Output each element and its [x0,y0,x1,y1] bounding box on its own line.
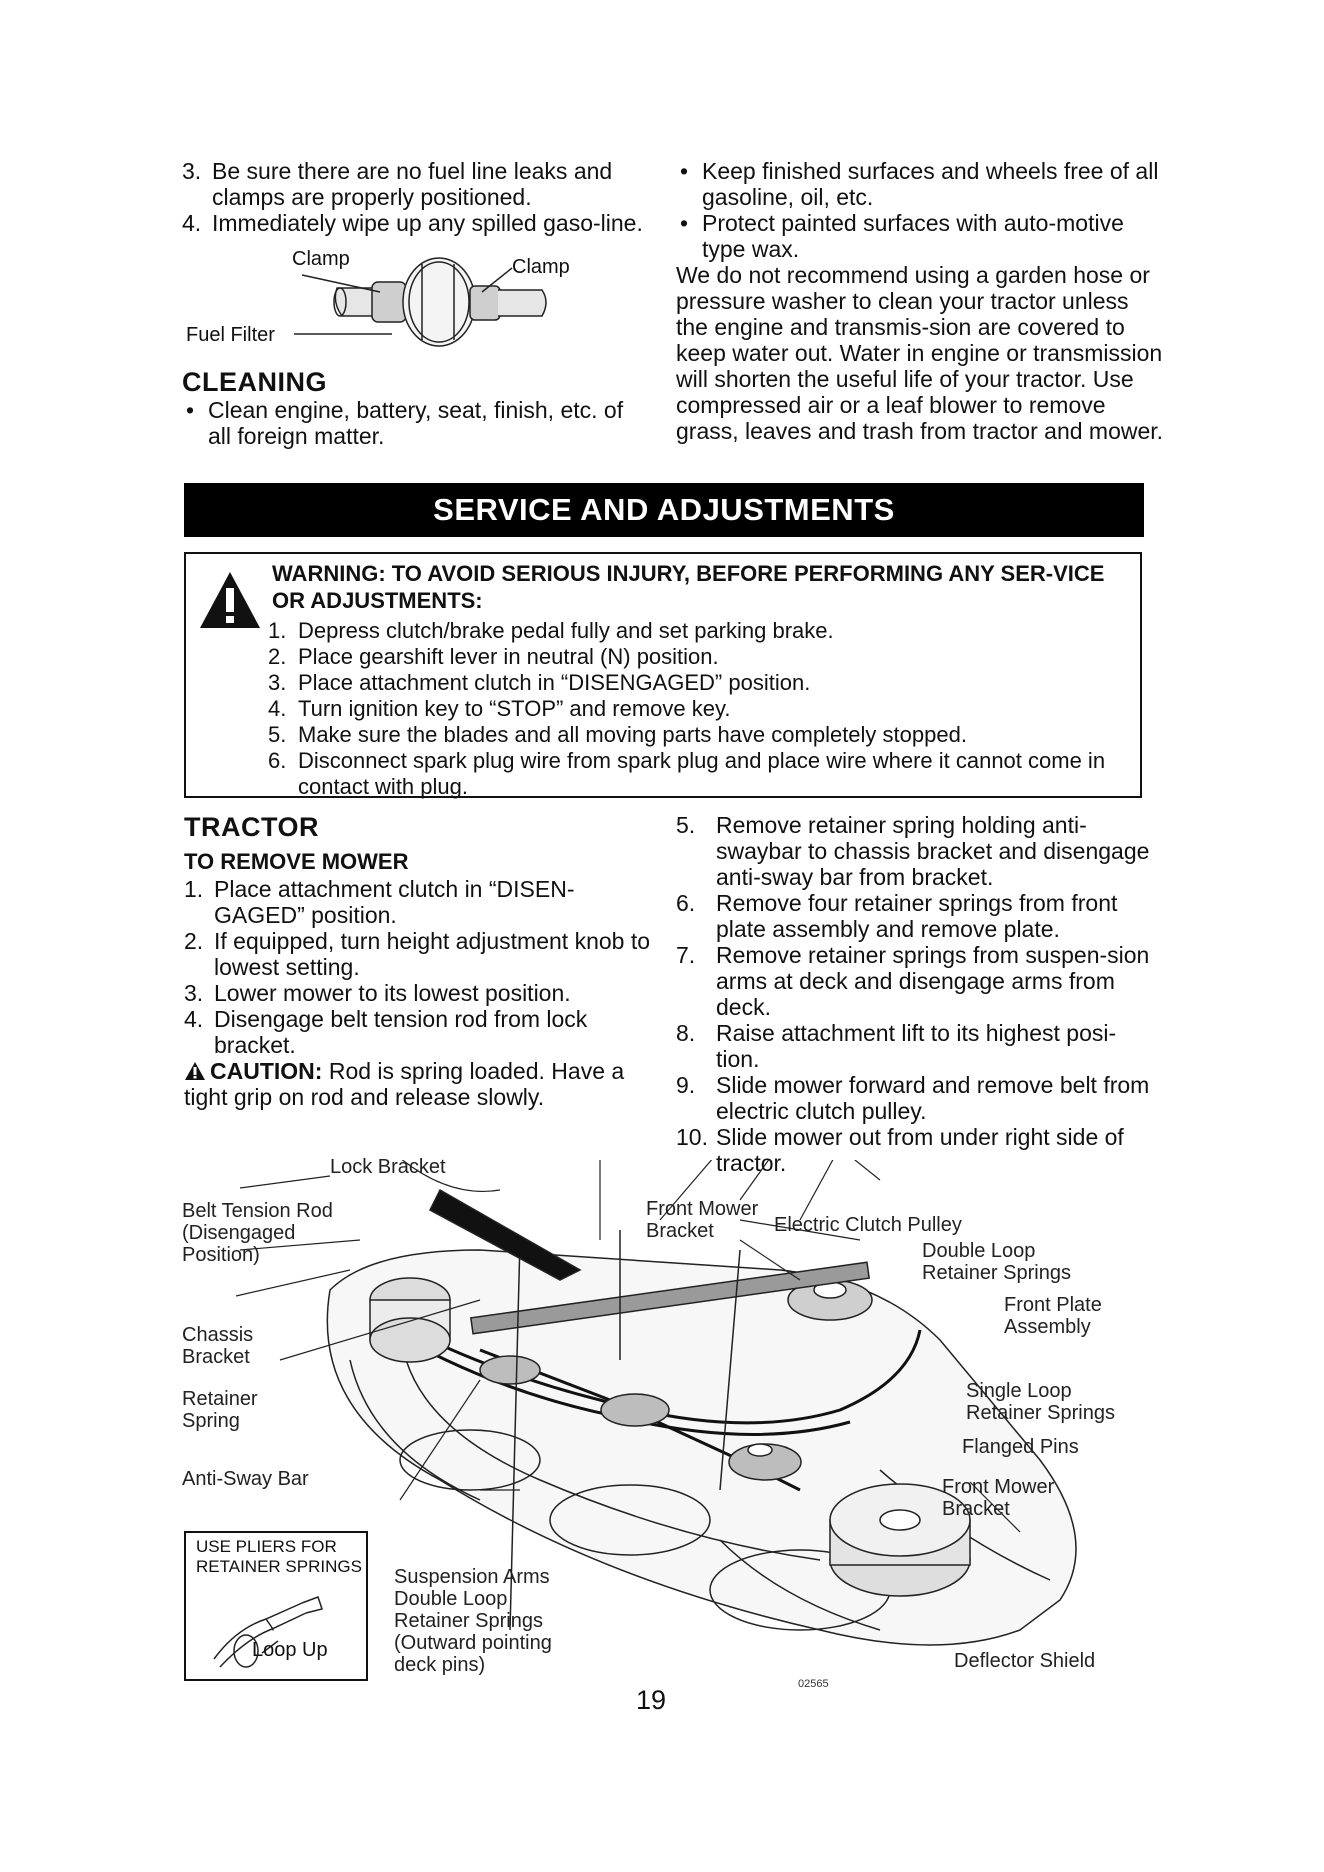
single-loop-label: Single Loop [966,1380,1072,1402]
warning-title: WARNING: TO AVOID SERIOUS INJURY, BEFORE PERFORMING ANY SER-VICE OR ADJUSTMENTS: [272,561,1105,613]
front-mower-bracket-label: Front Mower [942,1476,1055,1498]
warning-box [184,552,1142,798]
list-item: • Clean engine, battery, seat, finish, etc. of all foreign matter. [186,397,624,449]
care-bullets [676,158,1166,262]
suspension-arms-label: Double Loop [394,1588,508,1610]
warning-triangle-icon [198,570,262,630]
remove-mower-heading: TO REMOVE MOWER [184,849,409,874]
list-item: 9. Slide mower forward and remove belt from electric clutch pulley. [676,1072,1150,1124]
fuel-steps-column [182,158,652,449]
pliers-inset [184,1531,368,1681]
cleaning-heading: CLEANING [182,367,327,397]
front-mower-bracket-label: Bracket [646,1220,714,1242]
list-item: • Keep finished surfaces and wheels free of all gasoline, oil, etc. [680,158,1159,210]
suspension-arms-label: Suspension Arms [394,1566,550,1588]
list-item: 4. Turn ignition key to “STOP” and remove key. [268,696,731,721]
suspension-arms-label: (Outward pointing [394,1632,552,1654]
caution-label: CAUTION: [210,1058,323,1084]
front-plate-label: Front Plate [1004,1294,1102,1316]
cleaning-bullets [182,397,652,449]
deflector-shield-label: Deflector Shield [954,1650,1096,1672]
list-item: 4. Immediately wipe up any spilled gaso-line. [182,210,643,236]
chassis-label: Chassis [182,1324,254,1346]
list-item: 5. Make sure the blades and all moving parts have completely stopped. [268,722,967,747]
list-item: 7. Remove retainer springs from suspen-sion arms at deck and disengage arms from deck. [676,942,1150,1020]
list-item: 3. Place attachment clutch in “DISENGAGED” position. [268,670,811,695]
pliers-title: USE PLIERS FOR [196,1537,337,1556]
list-item: • Protect painted surfaces with auto-motive type wax. [680,210,1124,262]
caution-triangle-icon [184,1061,206,1081]
anti-sway-bar-label: Anti-Sway Bar [182,1468,309,1490]
electric-clutch-pulley-label: Electric Clutch Pulley [774,1214,962,1236]
list-item: 1. Place attachment clutch in “DISEN-GAGED” position. [184,876,575,928]
warning-steps [268,618,1128,800]
washing-paragraph: We do not recommend using a garden hose or pressure washer to clean your tractor unless the engine and transmis-sion are covered to keep water out. Water in engine or transmission will shorten the useful life of your tractor. Use compressed air or a leaf blower to remove grass, leaves and trash from tractor and mower. [676,262,1164,444]
section-banner: SERVICE AND ADJUSTMENTS [184,483,1144,537]
chassis-bracket-label: Bracket [182,1346,250,1368]
list-item: 8. Raise attachment lift to its highest posi-tion. [676,1020,1117,1072]
fuel-steps-list [182,158,652,236]
front-mower-bracket-label: Bracket [942,1498,1010,1520]
lock-bracket-label: Lock Bracket [330,1156,446,1178]
figure-code: 02565 [798,1678,829,1690]
tractor-heading: TRACTOR [184,812,319,842]
list-item: 1. Depress clutch/brake pedal fully and set parking brake. [268,618,834,643]
fuel-filter-drawing [182,240,652,365]
front-plate-label: Assembly [1004,1316,1091,1338]
loop-up-label: Loop Up [252,1639,328,1661]
fuel-filter-label: Fuel Filter [186,324,275,346]
list-item: 6. Remove four retainer springs from front plate assembly and remove plate. [676,890,1118,942]
list-item: 3. Be sure there are no fuel line leaks and clamps are properly positioned. [182,158,613,210]
list-item: 2. If equipped, turn height adjustment knob to lowest setting. [184,928,651,980]
retainer-spring-label: Spring [182,1410,240,1432]
pliers-title: RETAINER SPRINGS [196,1557,362,1576]
double-loop-label: Retainer Springs [922,1262,1071,1284]
remove-mower-steps-right [676,812,1156,1176]
position-label: Position) [182,1244,260,1266]
list-item: 5. Remove retainer spring holding anti-swaybar to chassis bracket and disengage anti-sway bar from bracket. [676,812,1150,890]
list-item: 4. Disengage belt tension rod from lock bracket. [184,1006,588,1058]
remove-mower-column-right [676,812,1156,1176]
caution-note [184,1058,654,1110]
remove-mower-column-left [184,812,654,1110]
page-number: 19 [636,1685,667,1715]
list-item: 10. Slide mower out from under right side of tractor. [676,1124,1124,1176]
list-item: 6. Disconnect spark plug wire from spark plug and place wire where it cannot come in contact with plug. [268,748,1106,799]
retainer-label: Retainer [182,1388,258,1410]
suspension-arms-label: deck pins) [394,1654,486,1676]
list-item: 3. Lower mower to its lowest position. [184,980,571,1006]
suspension-arms-label: Retainer Springs [394,1610,543,1632]
remove-mower-steps-left [184,876,654,1058]
fuel-filter-figure [182,240,652,365]
caution-text: Rod is spring loaded. Have a tight grip on rod and release slowly. [184,1058,625,1110]
disengaged-label: (Disengaged [182,1222,296,1244]
clamp-label: Clamp [512,256,570,278]
double-loop-label: Double Loop [922,1240,1036,1262]
belt-tension-rod-label: Belt Tension Rod [182,1200,333,1222]
list-item: 2. Place gearshift lever in neutral (N) position. [268,644,719,669]
single-loop-label: Retainer Springs [966,1402,1115,1424]
clamp-label: Clamp [292,248,350,270]
care-column [676,158,1166,444]
flanged-pins-label: Flanged Pins [962,1436,1079,1458]
front-mower-bracket-label: Front Mower [646,1198,759,1220]
